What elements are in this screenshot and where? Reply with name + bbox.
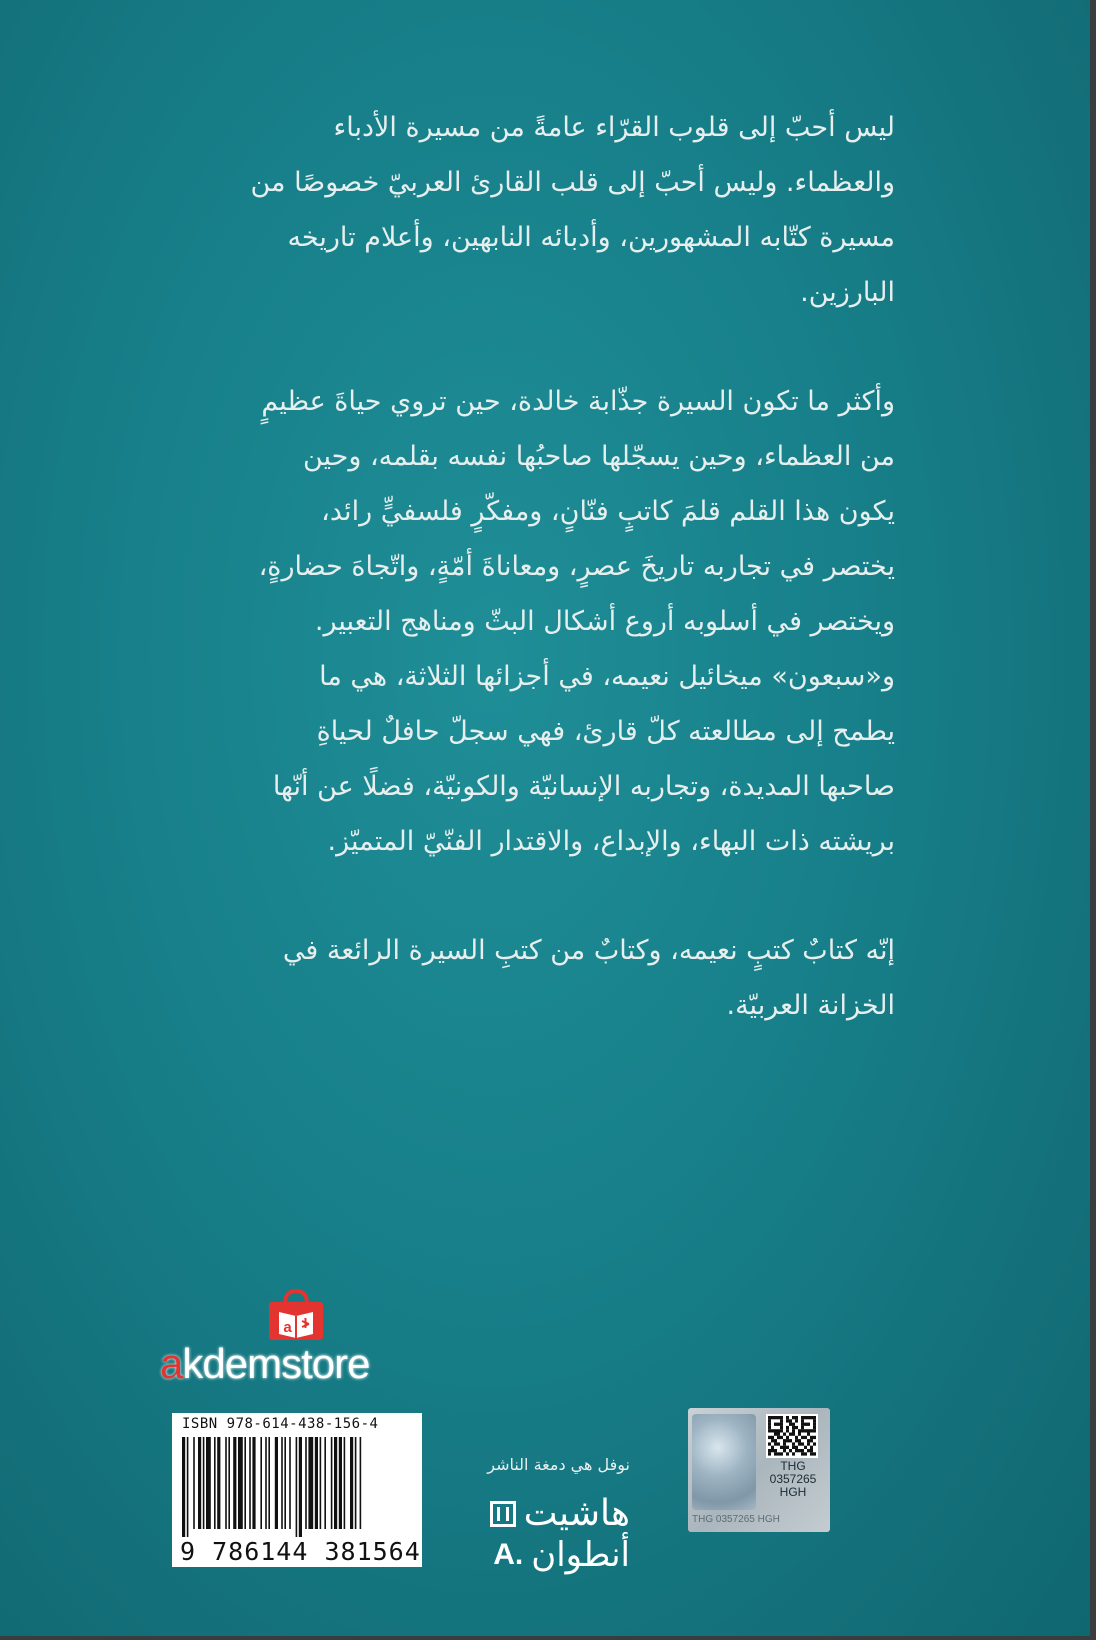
publisher-hachette-text: هاشيت [523,1493,630,1534]
barcode-bar [225,1437,227,1529]
barcode-bar [324,1437,326,1529]
qr-module [768,1429,771,1432]
barcode-bar [187,1437,189,1537]
sticker-code [760,1460,826,1499]
qr-module [807,1429,810,1432]
qr-module [786,1419,789,1422]
store-watermark-logo [160,1288,440,1388]
blurb-text [250,100,895,1033]
barcode-bar [198,1437,201,1529]
qr-module [789,1433,792,1436]
qr-module [792,1446,795,1449]
qr-module [774,1449,777,1452]
qr-module [798,1449,801,1452]
barcode-bar [339,1437,342,1529]
hologram-icon [692,1414,756,1510]
qr-module [777,1452,780,1455]
qr-module [807,1416,810,1419]
qr-module [801,1436,804,1439]
qr-module [807,1439,810,1442]
ean-digits: 9 786144 381564 [180,1537,421,1566]
qr-module [810,1416,813,1419]
qr-module [813,1436,816,1439]
qr-module [777,1442,780,1445]
barcode-bar [281,1437,283,1529]
qr-module [792,1416,795,1419]
security-sticker [688,1408,830,1532]
qr-module [801,1452,804,1455]
barcode-bar [275,1437,278,1529]
qr-module [786,1436,789,1439]
sticker-bottom-code: THG 0357265 HGH [692,1514,780,1525]
barcode-bar [193,1437,195,1529]
barcode-bar [305,1437,307,1529]
qr-module [813,1442,816,1445]
qr-module [807,1442,810,1445]
qr-module [807,1449,810,1452]
qr-module [780,1436,783,1439]
qr-module [780,1452,783,1455]
qr-module [813,1426,816,1429]
barcode-bar [315,1437,318,1529]
qr-module [777,1436,780,1439]
qr-module [789,1449,792,1452]
qr-module [774,1439,777,1442]
qr-module [813,1429,816,1432]
barcode-bar [252,1437,255,1529]
qr-module [804,1436,807,1439]
qr-module [789,1419,792,1422]
qr-module [786,1446,789,1449]
qr-module [801,1419,804,1422]
qr-module [813,1452,816,1455]
qr-module [771,1436,774,1439]
barcode-bar [360,1437,362,1529]
qr-module [768,1416,771,1419]
qr-module [771,1416,774,1419]
qr-module [798,1439,801,1442]
qr-module [810,1429,813,1432]
qr-module [795,1426,798,1429]
qr-module [795,1449,798,1452]
barcode-bar [244,1437,246,1529]
qr-module [786,1429,789,1432]
qr-module [774,1442,777,1445]
qr-module [768,1423,771,1426]
blurb-paragraph-1: ليس أحبّ إلى قلوب القرّاء عامةً من مسيرة الأدباء والعظماء. وليس أحبّ إلى قلب القارئ العربيّ خصوصًا من مسيرة كتّابه المشهورين، وأدبائه النابهين، وأعلام تاريخه البارزين. [250,112,895,308]
barcode-bar [344,1437,346,1529]
sticker-code-line-3: HGH [779,1485,807,1499]
qr-module [795,1439,798,1442]
sticker-code-line-2: 0357265 [769,1472,817,1486]
blurb-paragraph-3: إنّه كتابٌ كتبٍ نعيمه، وكتابٌ من كتبِ السيرة الرائعة في الخزانة العربيّة. [282,935,895,1021]
qr-module [804,1423,807,1426]
qr-module [789,1423,792,1426]
qr-module [792,1429,795,1432]
barcode-bar [214,1437,216,1529]
qr-module [795,1419,798,1422]
qr-module [807,1433,810,1436]
barcode-bar [289,1437,291,1529]
qr-module [792,1442,795,1445]
qr-module [783,1449,786,1452]
qr-module [810,1439,813,1442]
qr-module [780,1446,783,1449]
qr-module [777,1429,780,1432]
qr-module [786,1439,789,1442]
qr-module [810,1449,813,1452]
qr-module [795,1436,798,1439]
qr-module [786,1426,789,1429]
barcode-bar [308,1437,313,1529]
qr-module [786,1452,789,1455]
qr-module [801,1429,804,1432]
barcode-bar [203,1437,205,1529]
barcode-bar [249,1437,251,1529]
qr-module [804,1452,807,1455]
publisher-antoine-text: أنطوان [531,1535,630,1575]
barcode-bar [355,1437,357,1529]
qr-module [768,1449,771,1452]
qr-module [801,1442,804,1445]
qr-module [813,1416,816,1419]
barcode-bar [350,1437,353,1529]
qr-module [768,1452,771,1455]
barcode-bar [334,1437,337,1529]
qr-module [801,1423,804,1426]
qr-module [774,1433,777,1436]
barcode-bar [296,1437,298,1537]
qr-module [768,1426,771,1429]
qr-module [780,1419,783,1422]
qr-module [792,1452,795,1455]
qr-module [774,1429,777,1432]
barcode-bar [260,1437,262,1529]
qr-module [798,1433,801,1436]
qr-module [771,1429,774,1432]
qr-module [813,1423,816,1426]
qr-module [777,1433,780,1436]
publisher-tagline: نوفل هي دمغة الناشر [487,1455,630,1474]
qr-module [804,1416,807,1419]
barcode-bar [331,1437,333,1529]
qr-module [780,1429,783,1432]
qr-module [771,1449,774,1452]
barcode-bar [228,1437,230,1529]
barcode-bar [268,1437,270,1529]
barcode-bar [182,1437,185,1537]
qr-module [768,1442,771,1445]
isbn-barcode [172,1413,422,1567]
qr-module [810,1436,813,1439]
qr-module [780,1416,783,1419]
antoine-a-icon: A. [493,1538,524,1571]
qr-module [795,1416,798,1419]
qr-module [798,1442,801,1445]
barcode-bar [299,1437,302,1537]
svg-text:a: a [283,1319,292,1336]
qr-module [801,1416,804,1419]
blurb-paragraph-2: وأكثر ما تكون السيرة جذّابة خالدة، حين تروي حياةَ عظيمٍ من العظماء، وحين يسجّلها صاحبُها نفسه بقلمه، وحين يكون هذا القلم قلمَ كاتبٍ فنّانٍ، ومفكّرٍ فلسفيٍّ رائد، يختصر في تجاربه تاريخَ عصرٍ، ومعاناةَ أمّةٍ، واتّجاهَ حضارةٍ، ويختصر في أسلوبه أروع أشكال البثّ ومناهج التعبير. و«سبعون» ميخائيل نعيمه، في أجزائها الثلاثة، هي ما يطمح إلى مطالعته كلّ قارئ، فهي سجلّ حافلٌ لحياةِ صاحبها المديدة، وتجاربه الإنسانيّة والكونيّة، فضلًا عن أنّها بريشته ذات البهاء، والإبداع، والاقتدار الفنّيّ المتميّز. [258,386,895,857]
qr-module [810,1452,813,1455]
qr-module [804,1429,807,1432]
qr-module [783,1442,786,1445]
qr-module [783,1439,786,1442]
qr-module [813,1419,816,1422]
qr-module [771,1446,774,1449]
barcode-bar [233,1437,236,1529]
store-name-accent: a [160,1340,183,1387]
store-name-rest: kdemstore [182,1340,370,1387]
qr-module [807,1423,810,1426]
isbn-label: ISBN 978-614-438-156-4 [182,1416,379,1432]
barcode-bars [178,1437,416,1537]
qr-module [783,1446,786,1449]
qr-module [774,1416,777,1419]
qr-module [801,1426,804,1429]
barcode-bar [284,1437,286,1529]
qr-module [798,1429,801,1432]
qr-module [786,1416,789,1419]
qr-module [777,1423,780,1426]
qr-module [768,1436,771,1439]
barcode-bar [217,1437,220,1529]
barcode-bar [320,1437,322,1529]
publisher-antoine [493,1535,630,1575]
qr-module [777,1416,780,1419]
qr-module [774,1423,777,1426]
qr-module [780,1426,783,1429]
store-name [160,1340,369,1388]
qr-module [774,1452,777,1455]
barcode-bar [206,1437,211,1529]
qr-module [768,1419,771,1422]
qr-module [792,1426,795,1429]
qr-module [780,1423,783,1426]
qr-module [789,1439,792,1442]
barcode-bar [265,1437,267,1529]
qr-module [801,1449,804,1452]
publisher-logo [440,1455,630,1575]
barcode-bar [238,1437,243,1529]
qr-module [792,1423,795,1426]
sticker-code-line-1: THG [780,1459,806,1473]
hachette-h-icon [490,1501,516,1527]
qr-module [804,1446,807,1449]
shopping-bag-icon [265,1288,327,1342]
publisher-hachette [490,1493,630,1534]
qr-code-icon [766,1414,818,1458]
qr-module [783,1433,786,1436]
qr-module [771,1439,774,1442]
qr-module [810,1446,813,1449]
qr-module [792,1433,795,1436]
qr-module [795,1446,798,1449]
